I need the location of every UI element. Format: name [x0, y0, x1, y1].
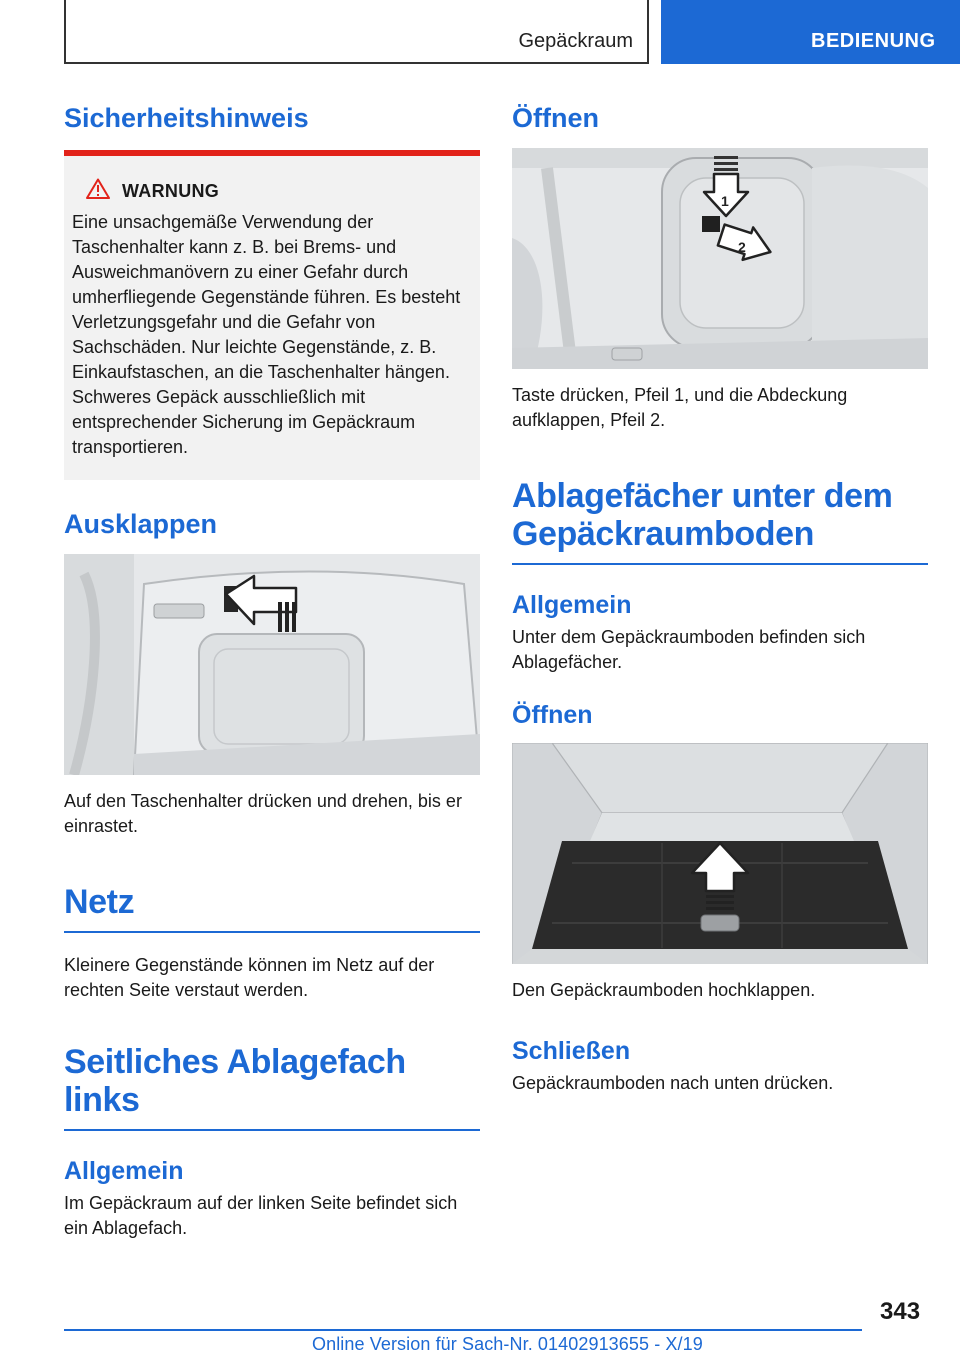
ausklappen-heading: Ausklappen [64, 509, 218, 539]
allgemein-text-right: Unter dem Gepäckraumboden befinden sich Ablagefächer. [512, 627, 866, 672]
header-section-title: Gepäckraum [518, 30, 633, 52]
allgemein-text-left: Im Gepäckraum auf der linken Seite befindet sich ein Ablagefach. [64, 1193, 458, 1238]
allgemein-heading-left: Allgemein [64, 1157, 184, 1185]
safety-heading: Sicherheitshinweis [64, 103, 309, 133]
seitlich-rule [64, 1129, 480, 1131]
warning-box [64, 156, 480, 480]
warning-text: Eine unsachgemäße Verwendung der Taschenhalter kann z. B. bei Brems- und Ausweichmanövern zu einer Gefahr durch umherfliegende Gegenstände führen. Es besteht Verletzungsgefahr und die Gefahr von Sachschäden. Nur leichte Gegenstände, z. B. Einkaufstaschen, an die Taschenhalter hängen. Schweres Gepäck ausschließlich mit entsprechender Sicherung im Gepäckraum transportieren. [72, 212, 461, 457]
oeffnen-heading: Öffnen [512, 103, 599, 133]
netz-text: Kleinere Gegenstände können im Netz auf der rechten Seite verstaut werden. [64, 955, 435, 1000]
allgemein-heading-right: Allgemein [512, 591, 632, 619]
footer-online-version[interactable]: Online Version für Sach-Nr. 01402913655 - X/19 [312, 1334, 703, 1354]
footer-rule [64, 1329, 862, 1331]
right-column [512, 100, 928, 1096]
ablage-heading: Ablagefächer unter dem Gepäckraumboden [512, 477, 893, 553]
header-chapter-tab[interactable] [661, 0, 960, 64]
oeffnen2-heading: Öffnen [512, 701, 593, 729]
schliessen-text: Gepäckraumboden nach unten drücken. [512, 1073, 834, 1093]
warning-title: WARNUNG [122, 180, 220, 201]
left-column [64, 100, 480, 1241]
seitlich-heading: Seitliches Ablagefach links [64, 1043, 406, 1119]
figure-arrow-label-1: 1 [721, 193, 729, 209]
warning-triangle-icon [86, 178, 110, 204]
header-chapter-label: BEDIENUNG [811, 30, 936, 52]
oeffnen-text: Taste drücken, Pfeil 1, und die Abdeckung aufklappen, Pfeil 2. [512, 385, 848, 430]
schliessen-heading: Schließen [512, 1037, 631, 1065]
figure-arrow-label-2: 2 [738, 239, 746, 255]
ausklappen-text: Auf den Taschenhalter drücken und drehen, bis er einrastet. [64, 791, 462, 836]
header-box [64, 0, 649, 64]
ablage-rule [512, 563, 928, 565]
cover-open-figure [512, 148, 928, 369]
page-number: 343 [880, 1298, 921, 1325]
oeffnen2-text: Den Gepäckraumboden hochklappen. [512, 980, 816, 1000]
netz-heading: Netz [64, 883, 135, 921]
floor-lift-figure [512, 743, 928, 964]
bag-hook-figure [64, 554, 480, 775]
netz-rule [64, 931, 480, 933]
